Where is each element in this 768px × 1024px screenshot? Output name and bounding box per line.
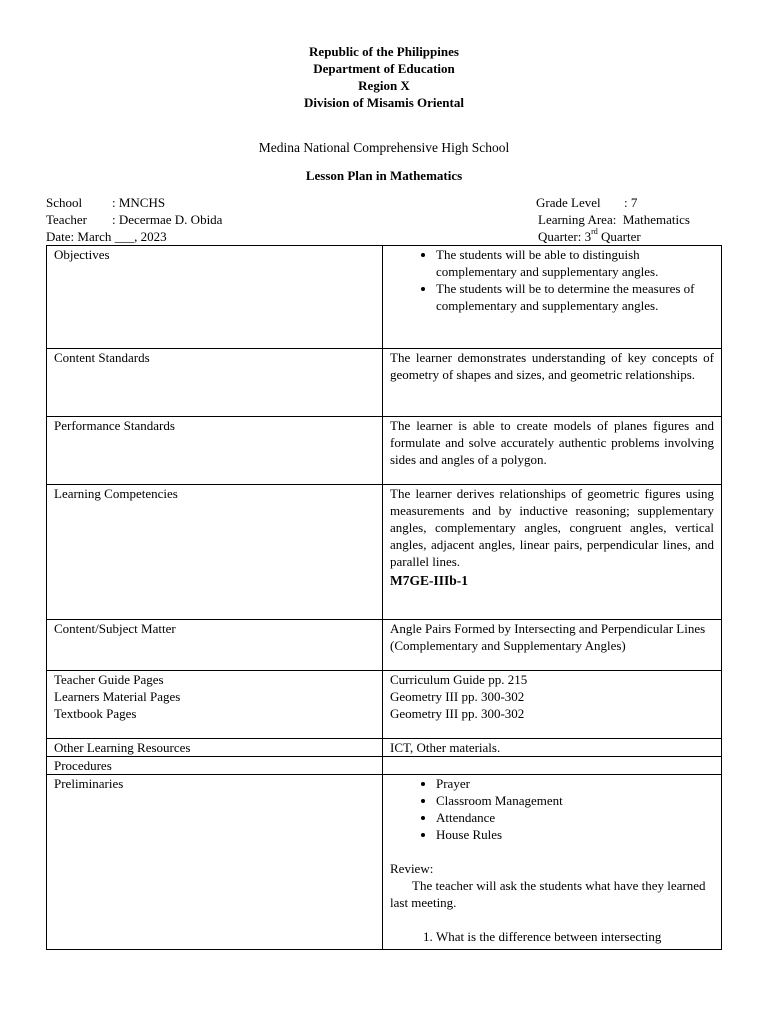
meta-date-value: March ___, 2023 bbox=[77, 229, 167, 244]
review-questions bbox=[390, 928, 714, 945]
row-content-standards bbox=[47, 349, 722, 417]
review-text: The teacher will ask the students what have they learned last meeting. bbox=[390, 878, 706, 910]
meta-school bbox=[46, 194, 165, 211]
meta-quarter-label: Quarter: bbox=[538, 229, 582, 244]
learning-competencies-label: Learning Competencies bbox=[47, 485, 383, 620]
meta-area-label: Learning Area: bbox=[538, 212, 617, 227]
school-name: Medina National Comprehensive High School bbox=[258, 140, 510, 155]
meta-school-label: School bbox=[46, 195, 83, 210]
meta-area bbox=[538, 211, 690, 228]
row-subject-matter bbox=[47, 620, 722, 671]
objectives-list bbox=[390, 246, 714, 314]
review-label: Review: bbox=[390, 861, 434, 876]
meta-quarter-number: 3 bbox=[584, 229, 592, 244]
meta-quarter-word: Quarter bbox=[600, 229, 641, 244]
performance-standards-label: Performance Standards bbox=[47, 417, 383, 485]
learning-competencies-cell bbox=[383, 485, 722, 620]
row-references bbox=[47, 671, 722, 739]
review-question: 1. What is the difference between intersecting bbox=[436, 928, 714, 945]
competency-code: M7GE-IIIb-1 bbox=[390, 573, 469, 588]
preliminary-item: • Prayer bbox=[436, 775, 714, 792]
textbook-label: Textbook Pages bbox=[54, 706, 137, 721]
subject-matter-label: Content/Subject Matter bbox=[47, 620, 383, 671]
meta-quarter bbox=[538, 228, 641, 245]
procedures-value bbox=[383, 757, 722, 775]
learners-material-value: Geometry III pp. 300-302 bbox=[390, 689, 525, 704]
lesson-plan-table bbox=[46, 245, 722, 950]
content-standards-label: Content Standards bbox=[47, 349, 383, 417]
references-labels bbox=[47, 671, 383, 739]
meta-quarter-suffix: rd bbox=[591, 227, 598, 236]
subject-matter-value: Angle Pairs Formed by Intersecting and Perpendicular Lines (Complementary and Supplementary Angles) bbox=[383, 620, 722, 671]
resources-value: ICT, Other materials. bbox=[383, 739, 722, 757]
preliminaries-label: Preliminaries bbox=[47, 775, 383, 950]
learning-competencies-value: The learner derives relationships of geometric figures using measurements and by inductive reasoning; supplementary angles, complementary angles, congruent angles, vertical angles, adjacent angles, linear pairs, perpendicular lines, and parallel lines. bbox=[390, 486, 714, 569]
objective-item: • The students will be to determine the measures of complementary and supplementary angles. bbox=[436, 280, 714, 314]
meta-area-value: Mathematics bbox=[622, 212, 690, 227]
row-preliminaries bbox=[47, 775, 722, 950]
content-standards-value: The learner demonstrates understanding of key concepts of geometry of shapes and sizes, and geometric relationships. bbox=[383, 349, 722, 417]
performance-standards-value: The learner is able to create models of planes figures and formulate and solve accurately authentic problems involving sides and angles of a polygon. bbox=[383, 417, 722, 485]
meta-school-value: : MNCHS bbox=[112, 195, 166, 210]
meta-teacher-label: Teacher bbox=[46, 212, 87, 227]
objectives-label: Objectives bbox=[47, 246, 383, 349]
meta-teacher bbox=[46, 211, 222, 228]
preliminary-item: • House Rules bbox=[436, 826, 714, 843]
header-division: Division of Misamis Oriental bbox=[304, 95, 464, 110]
meta-grade bbox=[536, 194, 637, 211]
document-title: Lesson Plan in Mathematics bbox=[305, 168, 463, 183]
teacher-guide-label: Teacher Guide Pages bbox=[54, 672, 164, 687]
teacher-guide-value: Curriculum Guide pp. 215 bbox=[390, 672, 528, 687]
meta-grade-label: Grade Level bbox=[536, 195, 601, 210]
header-department: Department of Education bbox=[313, 61, 455, 76]
row-procedures bbox=[47, 757, 722, 775]
preliminaries-list bbox=[390, 775, 714, 843]
row-objectives bbox=[47, 246, 722, 349]
meta-date bbox=[46, 228, 167, 245]
header-republic: Republic of the Philippines bbox=[309, 44, 459, 59]
preliminary-item: • Attendance bbox=[436, 809, 714, 826]
preliminaries-cell bbox=[383, 775, 722, 950]
textbook-value: Geometry III pp. 300-302 bbox=[390, 706, 525, 721]
procedures-label: Procedures bbox=[47, 757, 383, 775]
references-values bbox=[383, 671, 722, 739]
learners-material-label: Learners Material Pages bbox=[54, 689, 181, 704]
preliminary-item: • Classroom Management bbox=[436, 792, 714, 809]
meta-teacher-value: : Decermae D. Obida bbox=[112, 212, 223, 227]
row-performance-standards bbox=[47, 417, 722, 485]
resources-label: Other Learning Resources bbox=[47, 739, 383, 757]
objectives-cell bbox=[383, 246, 722, 349]
meta-grade-value: : 7 bbox=[624, 195, 638, 210]
header-region: Region X bbox=[358, 78, 410, 93]
row-learning-competencies bbox=[47, 485, 722, 620]
row-resources bbox=[47, 739, 722, 757]
objective-item: • The students will be able to distinguish complementary and supplementary angles. bbox=[436, 246, 714, 280]
meta-date-label: Date: bbox=[46, 229, 75, 244]
